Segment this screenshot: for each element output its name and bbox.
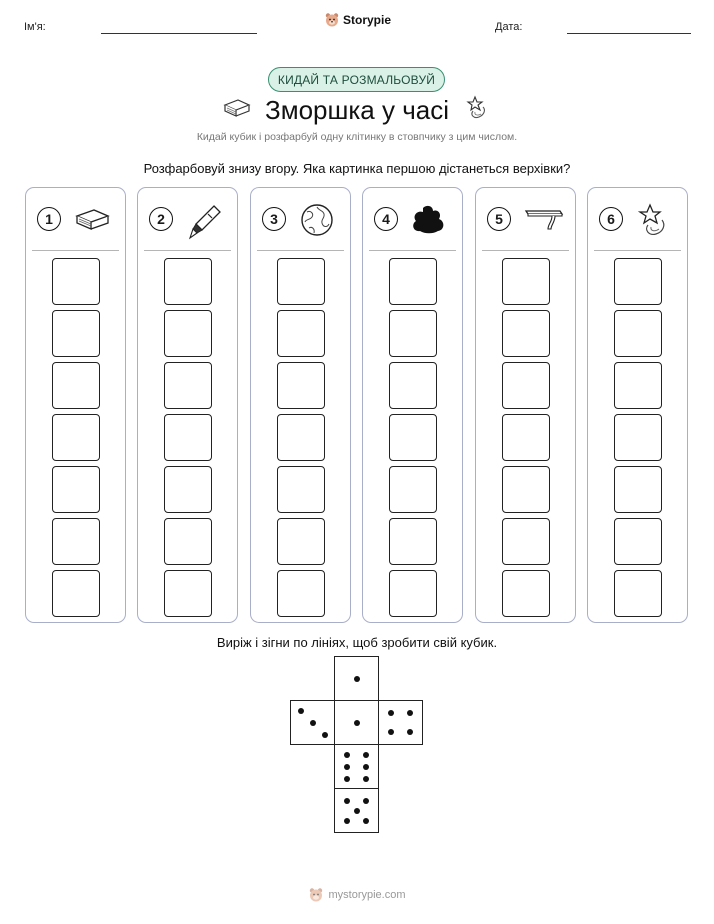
column-header (371, 202, 456, 238)
color-cell[interactable] (389, 570, 437, 617)
color-cell[interactable] (277, 466, 325, 513)
color-cell[interactable] (614, 362, 662, 409)
ink-blot-icon (409, 202, 449, 238)
column-divider (144, 250, 231, 251)
pip (363, 752, 369, 758)
color-cell[interactable] (502, 518, 550, 565)
column-divider (369, 250, 456, 251)
column-header (146, 202, 231, 238)
pip (344, 776, 350, 782)
color-cell[interactable] (52, 362, 100, 409)
mascot-icon (308, 887, 324, 903)
color-cell[interactable] (277, 310, 325, 357)
globe-icon (297, 202, 337, 238)
color-cell[interactable] (614, 414, 662, 461)
color-cell[interactable] (277, 570, 325, 617)
column-6 (587, 187, 688, 623)
color-cell[interactable] (502, 362, 550, 409)
footer-link[interactable]: mystorypie.com (328, 889, 406, 901)
color-cell[interactable] (502, 570, 550, 617)
color-cell[interactable] (389, 258, 437, 305)
column-2 (137, 187, 238, 623)
color-cell[interactable] (502, 466, 550, 513)
color-cell[interactable] (502, 258, 550, 305)
color-cell[interactable] (614, 570, 662, 617)
color-cell[interactable] (389, 466, 437, 513)
pip (344, 798, 350, 804)
color-cell[interactable] (52, 258, 100, 305)
die-face-4 (378, 700, 423, 745)
color-cell[interactable] (164, 518, 212, 565)
pip (363, 798, 369, 804)
color-cell[interactable] (502, 310, 550, 357)
date-line (567, 33, 691, 34)
color-cell[interactable] (614, 258, 662, 305)
book-icon (72, 202, 112, 236)
pip (407, 710, 413, 716)
pip (322, 732, 328, 738)
shelf-icon (522, 202, 566, 236)
color-cell[interactable] (614, 518, 662, 565)
pip (344, 752, 350, 758)
logo-text: Storypie (343, 13, 392, 27)
color-cell[interactable] (164, 258, 212, 305)
color-cell[interactable] (277, 258, 325, 305)
page-title: Зморшка у часі (265, 95, 449, 125)
column-number: 3 (262, 207, 286, 231)
column-header (34, 202, 119, 238)
pip (298, 708, 304, 714)
column-number: 6 (599, 207, 623, 231)
pip (363, 764, 369, 770)
pip (363, 818, 369, 824)
die-face-1 (334, 656, 379, 701)
column-3 (250, 187, 351, 623)
column-header (259, 202, 344, 238)
name-label: Ім'я: (24, 21, 46, 33)
pip (407, 729, 413, 735)
name-line (101, 33, 257, 34)
pip (363, 776, 369, 782)
column-header (484, 202, 569, 238)
instruction: Розфарбовуй знизу вгору. Яка картинка першою дістанеться верхівки? (143, 161, 571, 176)
column-divider (482, 250, 569, 251)
pip (310, 720, 316, 726)
column-number: 1 (37, 207, 61, 231)
color-cell[interactable] (614, 310, 662, 357)
pip (354, 808, 360, 814)
die-face-5 (334, 788, 379, 833)
color-cell[interactable] (52, 570, 100, 617)
pip (388, 710, 394, 716)
color-cell[interactable] (164, 362, 212, 409)
die-face-6 (334, 744, 379, 789)
color-cell[interactable] (164, 466, 212, 513)
pip (354, 676, 360, 682)
column-4 (362, 187, 463, 623)
shooting-star-icon (634, 202, 674, 240)
subtitle: Кидай кубик і розфарбуй одну клітинку в стовпчику з цим числом. (196, 131, 518, 143)
pip (354, 720, 360, 726)
color-cell[interactable] (164, 414, 212, 461)
date-label: Дата: (495, 21, 523, 33)
color-cell[interactable] (164, 310, 212, 357)
column-divider (257, 250, 344, 251)
column-divider (594, 250, 681, 251)
column-number: 2 (149, 207, 173, 231)
color-cell[interactable] (277, 414, 325, 461)
fountain-pen-icon (184, 202, 224, 240)
color-cell[interactable] (614, 466, 662, 513)
mascot-icon (324, 12, 340, 28)
pip (388, 729, 394, 735)
pip (344, 818, 350, 824)
color-cell[interactable] (164, 570, 212, 617)
color-cell[interactable] (52, 518, 100, 565)
cut-instruction: Виріж і зігни по лініях, щоб зробити свій кубик. (216, 635, 498, 650)
color-cell[interactable] (389, 310, 437, 357)
shooting-star-icon (464, 95, 490, 121)
activity-tag: КИДАЙ ТА РОЗМАЛЬОВУЙ (268, 67, 445, 92)
color-cell[interactable] (52, 414, 100, 461)
color-cell[interactable] (52, 466, 100, 513)
column-divider (32, 250, 119, 251)
color-cell[interactable] (52, 310, 100, 357)
pip (344, 764, 350, 770)
color-cell[interactable] (389, 414, 437, 461)
die-face-3 (290, 700, 335, 745)
color-cell[interactable] (389, 362, 437, 409)
footer (0, 887, 714, 903)
column-5 (475, 187, 576, 623)
column-1 (25, 187, 126, 623)
column-header (596, 202, 681, 238)
storypie-logo (324, 12, 391, 28)
die-face-1 (334, 700, 379, 745)
column-number: 4 (374, 207, 398, 231)
color-cell[interactable] (389, 518, 437, 565)
color-cell[interactable] (277, 518, 325, 565)
column-number: 5 (487, 207, 511, 231)
color-cell[interactable] (277, 362, 325, 409)
color-cell[interactable] (502, 414, 550, 461)
